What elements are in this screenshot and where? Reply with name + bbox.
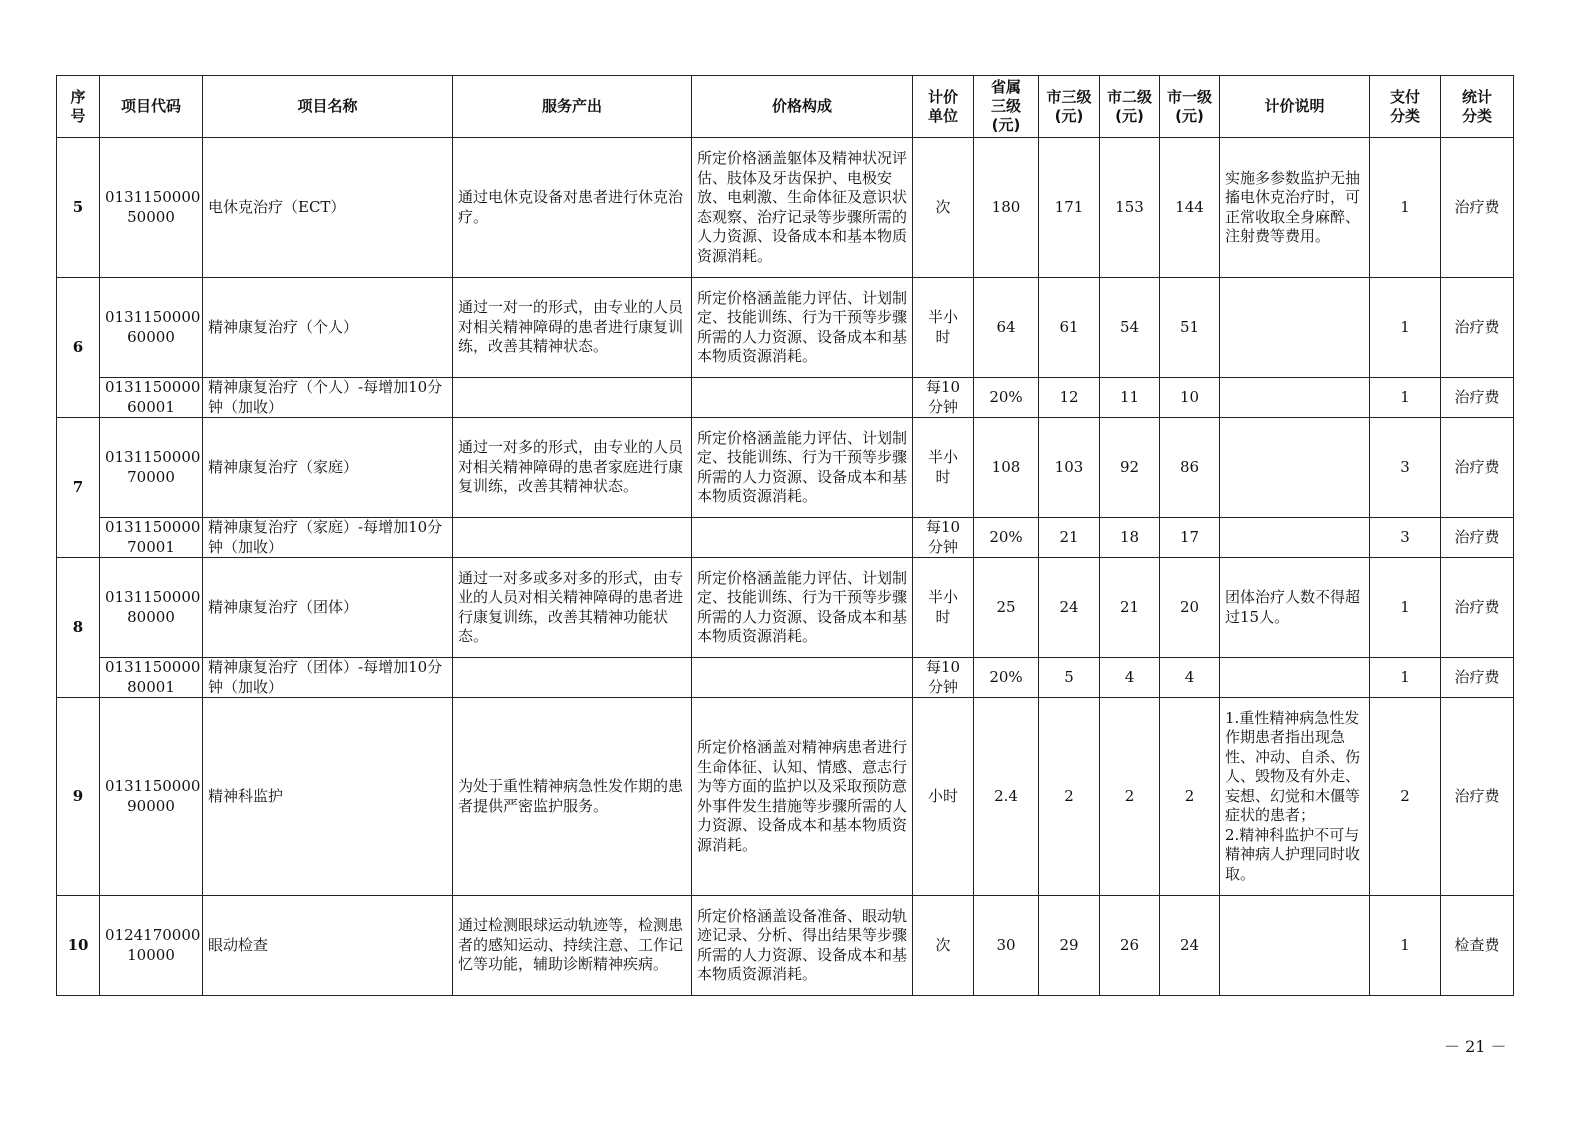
header-seq: 序 号 [57,76,100,138]
unit-cell: 小时 [913,698,974,896]
stat-class-cell: 治疗费 [1441,558,1514,658]
header-price-city3: 市三级 (元) [1039,76,1100,138]
price-city3-cell: 171 [1039,138,1100,278]
price-city2-cell: 92 [1100,418,1160,518]
pay-class-cell: 2 [1370,698,1441,896]
table-row [57,138,1514,278]
price-city2-cell: 54 [1100,278,1160,378]
name-cell: 电休克治疗（ECT） [203,138,453,278]
price-city2-cell: 153 [1100,138,1160,278]
code-cell: 0131150000 60000 [100,278,203,378]
pay-class-cell: 1 [1370,658,1441,698]
header-price-provincial: 省属 三级 (元) [974,76,1039,138]
price-city1-cell: 86 [1160,418,1220,518]
note-cell [1220,658,1370,698]
table-row [57,518,1514,558]
price-provincial-cell: 2.4 [974,698,1039,896]
price-city1-cell: 20 [1160,558,1220,658]
composition-cell: 所定价格涵盖设备准备、眼动轨迹记录、分析、得出结果等步骤所需的人力资源、设备成本和基本物质资源消耗。 [692,896,913,996]
price-city3-cell: 61 [1039,278,1100,378]
output-cell: 为处于重性精神病急性发作期的患者提供严密监护服务。 [453,698,692,896]
price-city1-cell: 4 [1160,658,1220,698]
price-provincial-cell: 64 [974,278,1039,378]
price-city1-cell: 17 [1160,518,1220,558]
stat-class-cell: 治疗费 [1441,418,1514,518]
note-cell [1220,418,1370,518]
table-row [57,558,1514,658]
seq-cell: 5 [57,138,100,278]
output-cell: 通过电休克设备对患者进行休克治疗。 [453,138,692,278]
code-cell: 0131150000 90000 [100,698,203,896]
price-city3-cell: 103 [1039,418,1100,518]
price-city3-cell: 24 [1039,558,1100,658]
price-provincial-cell: 20% [974,378,1039,418]
seq-cell: 10 [57,896,100,996]
price-provincial-cell: 180 [974,138,1039,278]
output-cell [453,658,692,698]
price-city3-cell: 29 [1039,896,1100,996]
price-city1-cell: 2 [1160,698,1220,896]
composition-cell [692,658,913,698]
price-provincial-cell: 30 [974,896,1039,996]
price-city2-cell: 11 [1100,378,1160,418]
header-stat-class: 统计 分类 [1441,76,1514,138]
header-output: 服务产出 [453,76,692,138]
name-cell: 精神科监护 [203,698,453,896]
price-table [56,75,1514,996]
code-cell: 0131150000 70000 [100,418,203,518]
note-cell [1220,378,1370,418]
price-city1-cell: 24 [1160,896,1220,996]
price-city3-cell: 2 [1039,698,1100,896]
code-cell: 0131150000 80000 [100,558,203,658]
output-cell: 通过检测眼球运动轨迹等，检测患者的感知运动、持续注意、工作记忆等功能，辅助诊断精神疾病。 [453,896,692,996]
code-cell: 0131150000 50000 [100,138,203,278]
pay-class-cell: 1 [1370,278,1441,378]
unit-cell: 每10 分钟 [913,518,974,558]
price-city3-cell: 21 [1039,518,1100,558]
price-city2-cell: 18 [1100,518,1160,558]
table-body [57,138,1514,996]
pay-class-cell: 3 [1370,418,1441,518]
code-cell: 0131150000 80001 [100,658,203,698]
name-cell: 眼动检查 [203,896,453,996]
table-header-row [57,76,1514,138]
pay-class-cell: 3 [1370,518,1441,558]
composition-cell: 所定价格涵盖躯体及精神状况评估、肢体及牙齿保护、电极安放、电刺激、生命体征及意识状态观察、治疗记录等步骤所需的人力资源、设备成本和基本物质资源消耗。 [692,138,913,278]
composition-cell [692,378,913,418]
composition-cell: 所定价格涵盖能力评估、计划制定、技能训练、行为干预等步骤所需的人力资源、设备成本和基本物质资源消耗。 [692,558,913,658]
note-cell: 1.重性精神病急性发作期患者指出现急性、冲动、自杀、伤人、毁物及有外走、妄想、幻觉和木僵等症状的患者； 2.精神科监护不可与精神病人护理同时收取。 [1220,698,1370,896]
page-number: － 21 － [1444,1037,1507,1056]
stat-class-cell: 治疗费 [1441,378,1514,418]
header-composition: 价格构成 [692,76,913,138]
name-cell: 精神康复治疗（家庭） [203,418,453,518]
pay-class-cell: 1 [1370,558,1441,658]
unit-cell: 半小 时 [913,278,974,378]
seq-cell: 7 [57,418,100,558]
table-row [57,378,1514,418]
pay-class-cell: 1 [1370,138,1441,278]
seq-cell: 6 [57,278,100,418]
stat-class-cell: 治疗费 [1441,138,1514,278]
note-cell [1220,278,1370,378]
note-cell: 团体治疗人数不得超过15人。 [1220,558,1370,658]
composition-cell: 所定价格涵盖对精神病患者进行生命体征、认知、情感、意志行为等方面的监护以及采取预防意外事件发生措施等步骤所需的人力资源、设备成本和基本物质资源消耗。 [692,698,913,896]
header-name: 项目名称 [203,76,453,138]
table-row [57,658,1514,698]
code-cell: 0131150000 70001 [100,518,203,558]
unit-cell: 半小 时 [913,558,974,658]
stat-class-cell: 治疗费 [1441,698,1514,896]
composition-cell: 所定价格涵盖能力评估、计划制定、技能训练、行为干预等步骤所需的人力资源、设备成本和基本物质资源消耗。 [692,418,913,518]
output-cell [453,378,692,418]
output-cell: 通过一对多或多对多的形式，由专业的人员对相关精神障碍的患者进行康复训练，改善其精神功能状态。 [453,558,692,658]
price-city1-cell: 10 [1160,378,1220,418]
output-cell: 通过一对多的形式，由专业的人员对相关精神障碍的患者家庭进行康复训练，改善其精神状态。 [453,418,692,518]
header-unit: 计价 单位 [913,76,974,138]
header-pay-class: 支付 分类 [1370,76,1441,138]
price-city2-cell: 26 [1100,896,1160,996]
unit-cell: 每10 分钟 [913,658,974,698]
code-cell: 0124170000 10000 [100,896,203,996]
header-price-city2: 市二级 (元) [1100,76,1160,138]
code-cell: 0131150000 60001 [100,378,203,418]
header-code: 项目代码 [100,76,203,138]
unit-cell: 每10 分钟 [913,378,974,418]
pay-class-cell: 1 [1370,378,1441,418]
stat-class-cell: 检查费 [1441,896,1514,996]
price-city1-cell: 51 [1160,278,1220,378]
output-cell [453,518,692,558]
price-city1-cell: 144 [1160,138,1220,278]
price-provincial-cell: 20% [974,518,1039,558]
header-note: 计价说明 [1220,76,1370,138]
header-price-city1: 市一级 (元) [1160,76,1220,138]
price-provincial-cell: 108 [974,418,1039,518]
note-cell: 实施多参数监护无抽搐电休克治疗时，可正常收取全身麻醉、注射费等费用。 [1220,138,1370,278]
name-cell: 精神康复治疗（团体）-每增加10分钟（加收） [203,658,453,698]
table-row [57,896,1514,996]
table-row [57,278,1514,378]
table-row [57,418,1514,518]
name-cell: 精神康复治疗（家庭）-每增加10分钟（加收） [203,518,453,558]
name-cell: 精神康复治疗（个人） [203,278,453,378]
pay-class-cell: 1 [1370,896,1441,996]
price-provincial-cell: 20% [974,658,1039,698]
note-cell [1220,518,1370,558]
stat-class-cell: 治疗费 [1441,658,1514,698]
table-row [57,698,1514,896]
unit-cell: 次 [913,896,974,996]
composition-cell: 所定价格涵盖能力评估、计划制定、技能训练、行为干预等步骤所需的人力资源、设备成本和基本物质资源消耗。 [692,278,913,378]
stat-class-cell: 治疗费 [1441,518,1514,558]
note-cell [1220,896,1370,996]
unit-cell: 半小 时 [913,418,974,518]
price-city3-cell: 12 [1039,378,1100,418]
composition-cell [692,518,913,558]
seq-cell: 9 [57,698,100,896]
price-city2-cell: 2 [1100,698,1160,896]
name-cell: 精神康复治疗（团体） [203,558,453,658]
price-provincial-cell: 25 [974,558,1039,658]
price-city3-cell: 5 [1039,658,1100,698]
output-cell: 通过一对一的形式，由专业的人员对相关精神障碍的患者进行康复训练，改善其精神状态。 [453,278,692,378]
unit-cell: 次 [913,138,974,278]
price-city2-cell: 4 [1100,658,1160,698]
price-city2-cell: 21 [1100,558,1160,658]
name-cell: 精神康复治疗（个人）-每增加10分钟（加收） [203,378,453,418]
seq-cell: 8 [57,558,100,698]
stat-class-cell: 治疗费 [1441,278,1514,378]
